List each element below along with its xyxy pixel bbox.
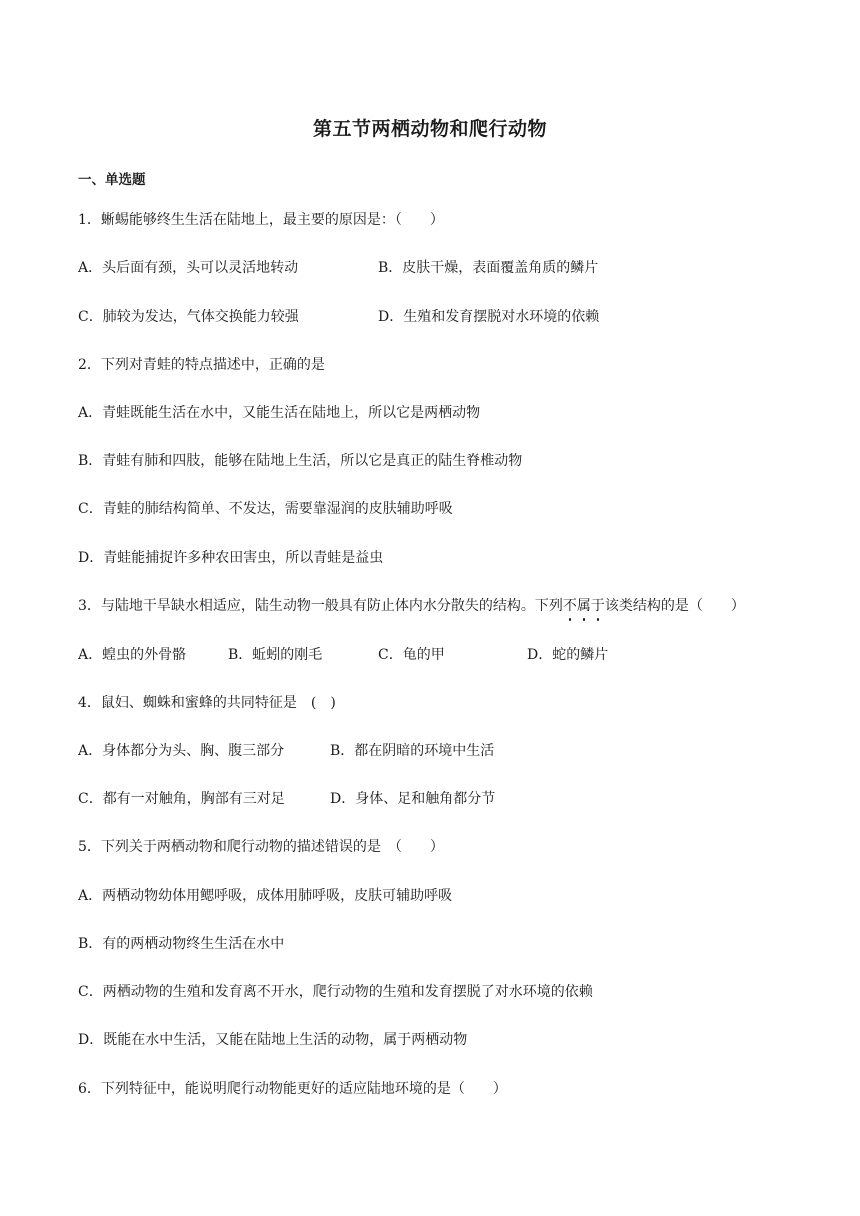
section-heading: 一、单选题 [78,172,146,188]
question-5-stem: 5．下列关于两栖动物和爬行动物的描述错误的是 （ ） [78,839,444,855]
question-3-option-a: A．蝗虫的外骨骼 [78,647,187,663]
question-3-stem [78,596,745,616]
emphasis-dot-char-1: 不 [562,598,577,614]
question-6-stem: 6．下列特征中，能说明爬行动物能更好的适应陆地环境的是（ ） [78,1081,507,1097]
question-3-option-b: B．蚯蚓的刚毛 [228,647,323,663]
question-1-option-c: C．肺较为发达，气体交换能力较强 [78,309,299,325]
question-4-option-a: A．身体都分为头、胸、腹三部分 [78,743,285,759]
page-title: 第五节两栖动物和爬行动物 [312,118,547,140]
question-2-option-b: B．青蛙有肺和四肢，能够在陆地上生活，所以它是真正的陆生脊椎动物 [78,453,523,469]
question-4-stem: 4．鼠妇、蜘蛛和蜜蜂的共同特征是 ( ) [78,695,336,711]
question-5-option-b: B．有的两栖动物终生生活在水中 [78,936,285,952]
question-2-option-c: C．青蛙的肺结构简单、不发达，需要靠湿润的皮肤辅助呼吸 [78,501,453,517]
question-2-option-d: D．青蛙能捕捉许多种农田害虫，所以青蛙是益虫 [78,550,384,566]
question-4-option-c: C．都有一对触角，胸部有三对足 [78,791,285,807]
question-5-option-a: A．两栖动物幼体用鳃呼吸，成体用肺呼吸，皮肤可辅助呼吸 [78,888,453,904]
question-1-stem: 1．蜥蜴能够终生生活在陆地上，最主要的原因是：（ ） [78,212,444,228]
emphasis-dot-char-3: 于 [590,598,605,614]
question-1-option-b: B．皮肤干燥，表面覆盖角质的鳞片 [378,260,599,276]
question-3-options-row [78,645,609,665]
question-4-options-row-2 [78,789,496,809]
question-2-option-a: A．青蛙既能生活在水中，又能生活在陆地上，所以它是两栖动物 [78,405,481,421]
question-5-option-d: D．既能在水中生活，又能在陆地上生活的动物，属于两栖动物 [78,1032,468,1048]
question-1-option-d: D．生殖和发育摆脱对水环境的依赖 [378,309,600,325]
question-4-options-row-1 [78,741,495,761]
emphasis-dot-char-2: 属 [576,598,591,614]
question-1-option-a: A．头后面有颈，头可以灵活地转动 [78,260,299,276]
question-4-option-b: B．都在阴暗的环境中生活 [330,743,495,759]
question-5-option-c: C．两栖动物的生殖和发育离不开水，爬行动物的生殖和发育摆脱了对水环境的依赖 [78,984,593,1000]
question-3-option-c: C．龟的甲 [378,647,445,663]
question-3-stem-before: 3．与陆地干旱缺水相适应，陆生动物一般具有防止体内水分散失的结构。下列 [78,598,563,614]
question-3-option-d: D．蛇的鳞片 [527,647,609,663]
question-1-options-row-2 [78,307,600,327]
question-4-option-d: D．身体、足和触角都分节 [330,791,496,807]
question-3-stem-after: 该类结构的是（ ） [604,598,745,614]
question-1-options-row-1 [78,258,599,278]
question-2-stem: 2．下列对青蛙的特点描述中，正确的是 [78,357,325,373]
